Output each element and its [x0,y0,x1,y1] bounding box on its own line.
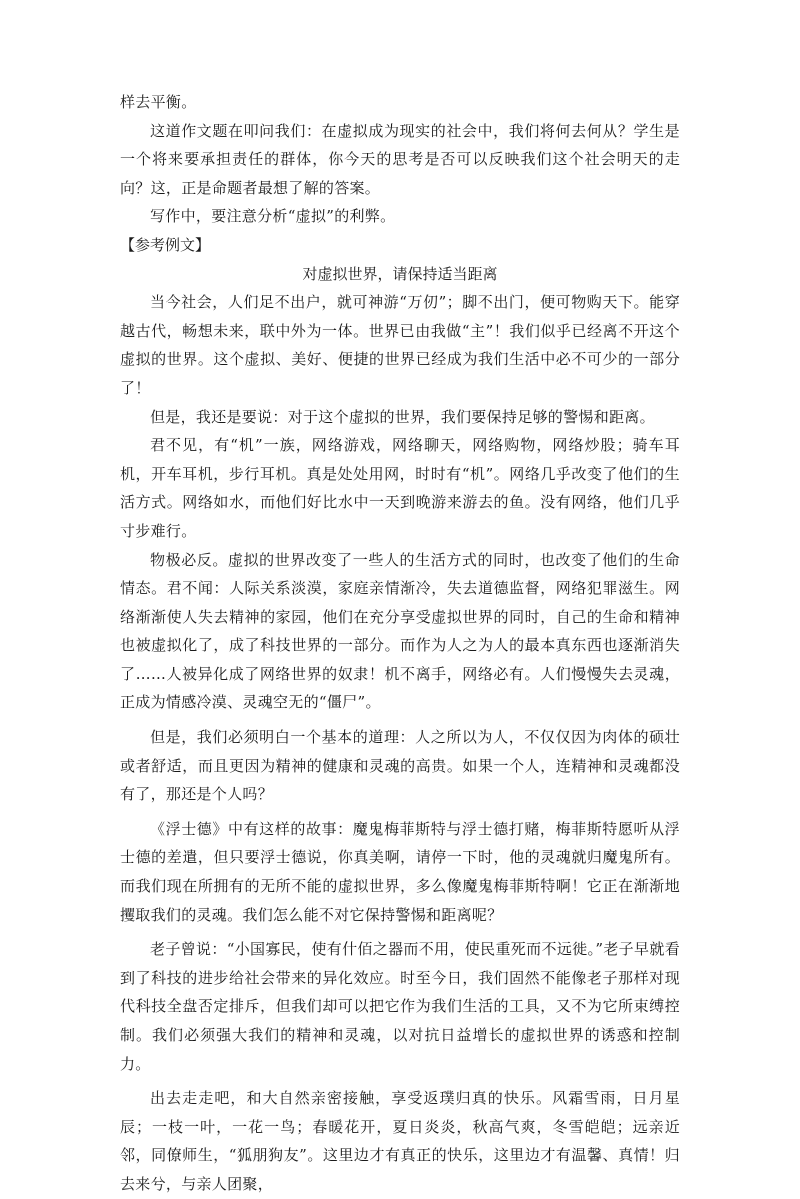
essay-paragraph-6: 《浮士德》中有这样的故事：魔鬼梅菲斯特与浮士德打赌，梅菲斯特愿听从浮士德的差遣，但只要浮士德说，你真美啊，请停一下时，他的灵魂就归魔鬼所有。而我们现在所拥有的无所不能的虚拟世界，多么像魔鬼梅菲斯特啊！它正在渐渐地攫取我们的灵魂。我们怎么能不对它保持警惕和距离呢？ [120,819,680,924]
intro-paragraph-2: 这道作文题在叩问我们：在虚拟成为现实的社会中，我们将何去何从？学生是一个将来要承担责任的群体，你今天的思考是否可以反映我们这个社会明天的走向？这，正是命题者最想了解的答案。 [120,121,680,197]
intro-paragraph-1: 样去平衡。 [120,93,197,111]
essay-paragraph-1: 当今社会，人们足不出户，就可神游“万仞”；脚不出门，便可物购天下。能穿越古代，畅想未来，联中外为一体。世界已由我做“主”！我们似乎已经离不开这个虚拟的世界。这个虚拟、美好、便捷的世界已经成为我们生活中必不可少的一部分了！ [120,293,680,397]
document-page [120,88,680,1199]
essay-paragraph-7: 老子曾说：“小国寡民，使有什佰之器而不用，使民重死而不远徙。”老子早就看到了科技的进步给社会带来的异化效应。时至今日，我们固然不能像老子那样对现代科技全盘否定排斥，但我们却可以把它作为我们生活的工具，又不为它所束缚控制。我们必须强大我们的精神和灵魂，以对抗日益增长的虚拟世界的诱惑和控制力。 [120,940,680,1073]
section-heading: 【参考例文】 [120,235,211,254]
essay-title: 对虚拟世界，请保持适当距离 [302,264,498,283]
essay-paragraph-4: 物极必反。虚拟的世界改变了一些人的生活方式的同时，也改变了他们的生命情态。君不闻：人际关系淡漠，家庭亲情渐冷，失去道德监督，网络犯罪滋生。网络渐渐使人失去精神的家园，他们在充分享受虚拟世界的同时，自己的生命和精神也被虚拟化了，成了科技世界的一部分。而作为人之为人的最本真东西也逐渐消失了……人被异化成了网络世界的奴隶！机不离手，网络必有。人们慢慢失去灵魂，正成为情感冷漠、灵魂空无的“僵尸”。 [120,550,680,712]
essay-paragraph-5: 但是，我们必须明白一个基本的道理：人之所以为人，不仅仅因为肉体的硕壮或者舒适，而且更因为精神的健康和灵魂的高贵。如果一个人，连精神和灵魂都没有了，那还是个人吗？ [120,728,680,804]
essay-paragraph-3: 君不见，有“机”一族，网络游戏，网络聊天，网络购物，网络炒股；骑车耳机，开车耳机，步行耳机。真是处处用网，时时有“机”。网络几乎改变了他们的生活方式。网络如水，而他们好比水中一天到晚游来游去的鱼。没有网络，他们几乎寸步难行。 [120,436,680,540]
intro-paragraph-3: 写作中，要注意分析“虚拟”的利弊。 [150,207,396,226]
essay-paragraph-2: 但是，我还是要说：对于这个虚拟的世界，我们要保持足够的警惕和距离。 [150,407,655,426]
essay-paragraph-8: 出去走走吧，和大自然亲密接触，享受返璞归真的快乐。风霜雪雨，日月星辰；一枝一叶，一花一鸟；春暖花开，夏日炎炎，秋高气爽，冬雪皑皑；远亲近邻，同僚师生，“狐朋狗友”。这里边才有真正的快乐，这里边才有温馨、真情！归去来兮，与亲人团聚， [120,1089,680,1193]
